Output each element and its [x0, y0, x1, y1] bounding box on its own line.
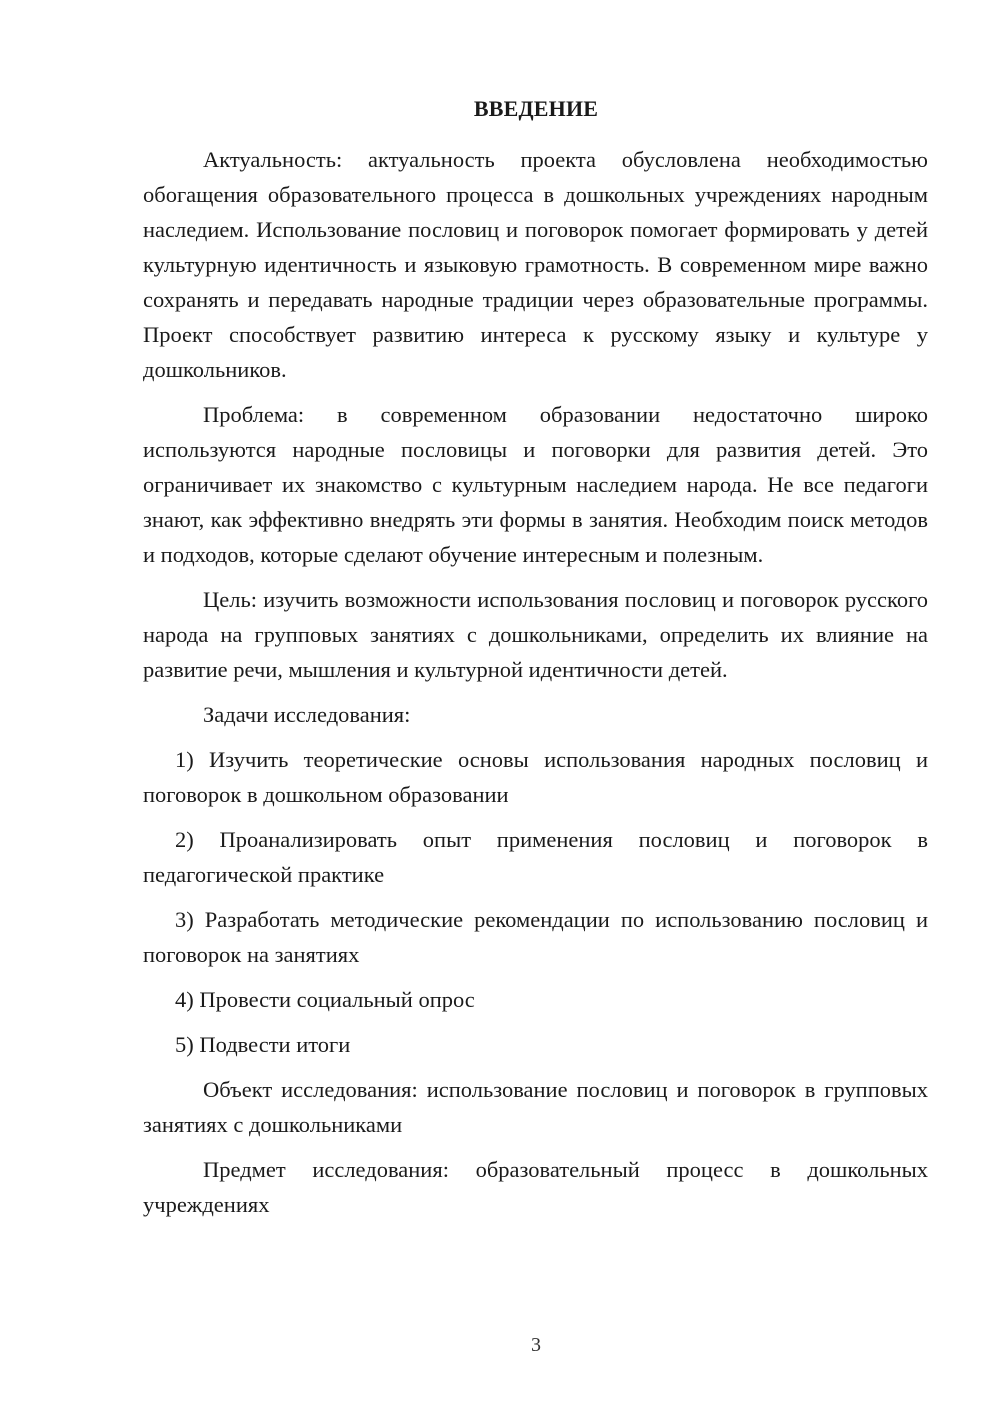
- body-text: [143, 142, 928, 1232]
- task-item: 4) Провести социальный опрос: [175, 987, 475, 1012]
- task-item: 1) Изучить теоретические основы использования народных пословиц и поговорок в дошкольном образовании: [143, 747, 928, 807]
- task-item: 5) Подвести итоги: [175, 1032, 351, 1057]
- task-item: 3) Разработать методические рекомендации по использованию пословиц и поговорок на занятиях: [143, 907, 928, 967]
- paragraph-relevance: Актуальность: актуальность проекта обусловлена необходимостью обогащения образовательного процесса в дошкольных учреждениях народным наследием. Использование пословиц и поговорок помогает формировать у детей культурную идентичность и языковую грамотность. В современном мире важно сохранять и передавать народные традиции через образовательные программы. Проект способствует развитию интереса к русскому языку и культуре у дошкольников.: [143, 147, 928, 382]
- task-item: 2) Проанализировать опыт применения пословиц и поговорок в педагогической практике: [143, 827, 928, 887]
- paragraph-problem: Проблема: в современном образовании недостаточно широко используются народные пословицы и поговорки для развития детей. Это ограничивает их знакомство с культурным наследием народа. Не все педагоги знают, как эффективно внедрять эти формы в занятия. Необходим поиск методов и подходов, которые сделают обучение интересным и полезным.: [143, 402, 928, 567]
- page-title: ВВЕДЕНИЕ: [473, 96, 599, 121]
- paragraph-object: Объект исследования: использование пословиц и поговорок в групповых занятиях с дошкольниками: [143, 1077, 928, 1137]
- paragraph-goal: Цель: изучить возможности использования пословиц и поговорок русского народа на групповых занятиях с дошкольниками, определить их влияние на развитие речи, мышления и культурной идентичности детей.: [143, 587, 928, 682]
- page-number: 3: [531, 1334, 541, 1356]
- paragraph-subject: Предмет исследования: образовательный процесс в дошкольных учреждениях: [143, 1157, 928, 1217]
- tasks-heading: Задачи исследования:: [203, 702, 411, 727]
